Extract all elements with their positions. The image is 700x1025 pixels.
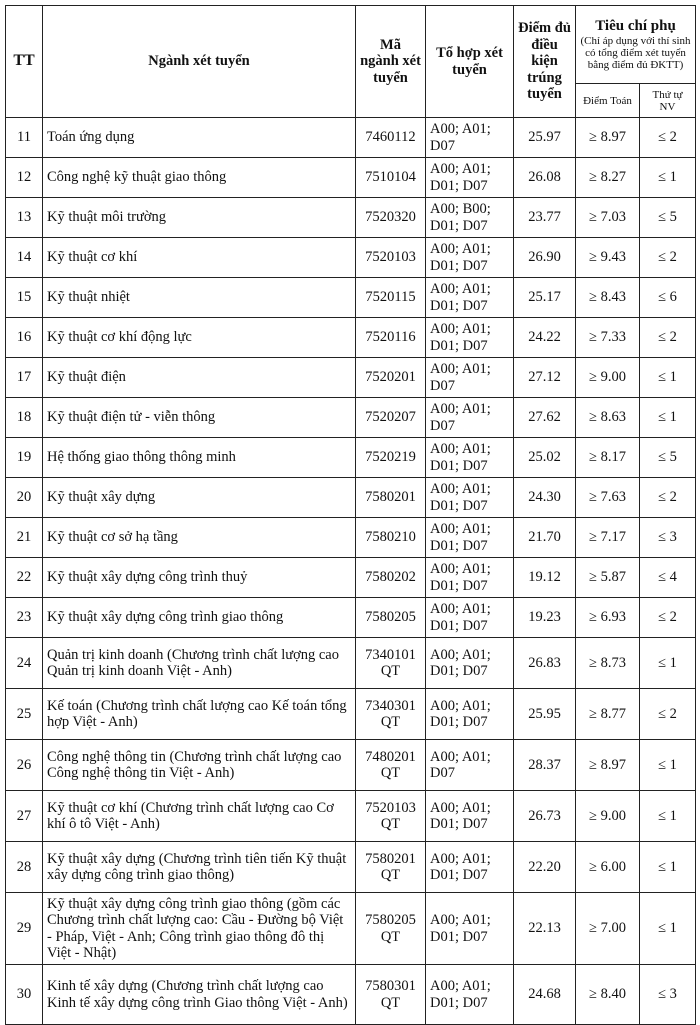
- cell-math: ≥ 7.33: [576, 318, 640, 358]
- table-row: [6, 558, 696, 598]
- cell-score: 24.30: [514, 478, 576, 518]
- cell-code: 7510104: [356, 158, 426, 198]
- cell-score: 27.62: [514, 398, 576, 438]
- table-row: [6, 278, 696, 318]
- cell-major: Kỹ thuật xây dựng công trình giao thông (gồm các Chương trình chất lượng cao: Cầu - Đường bộ Việt - Pháp, Việt - Anh; Công trình giao thông đô thị Việt - Nhật): [43, 893, 356, 965]
- criteria-title: Tiêu chí phụ: [595, 18, 676, 34]
- cell-score: 27.12: [514, 358, 576, 398]
- cell-score: 24.22: [514, 318, 576, 358]
- cell-math: ≥ 7.63: [576, 478, 640, 518]
- cell-score: 26.90: [514, 238, 576, 278]
- table-row: [6, 893, 696, 965]
- cell-math: ≥ 8.27: [576, 158, 640, 198]
- cell-tt: 13: [6, 198, 43, 238]
- cell-combo: A00; A01; D01; D07: [426, 965, 514, 1025]
- cell-code: 7520201: [356, 358, 426, 398]
- table-row: [6, 598, 696, 638]
- cell-code: 7520116: [356, 318, 426, 358]
- cell-combo: A00; A01; D01; D07: [426, 689, 514, 740]
- cell-score: 22.20: [514, 842, 576, 893]
- cell-math: ≥ 8.97: [576, 740, 640, 791]
- cell-major: Kế toán (Chương trình chất lượng cao Kế toán tổng hợp Việt - Anh): [43, 689, 356, 740]
- cell-nv: ≤ 5: [640, 438, 696, 478]
- cell-major: Kỹ thuật xây dựng (Chương trình tiên tiến Kỹ thuật xây dựng công trình giao thông): [43, 842, 356, 893]
- cell-major: Công nghệ kỹ thuật giao thông: [43, 158, 356, 198]
- cell-nv: ≤ 2: [640, 318, 696, 358]
- cell-math: ≥ 8.73: [576, 638, 640, 689]
- header-tt: TT: [6, 6, 43, 118]
- cell-score: 28.37: [514, 740, 576, 791]
- cell-combo: A00; A01; D01; D07: [426, 791, 514, 842]
- header-combo: Tổ hợp xét tuyển: [426, 6, 514, 118]
- cell-code: 7580205: [356, 598, 426, 638]
- cell-combo: A00; B00; D01; D07: [426, 198, 514, 238]
- cell-tt: 19: [6, 438, 43, 478]
- cell-math: ≥ 9.43: [576, 238, 640, 278]
- cell-math: ≥ 7.17: [576, 518, 640, 558]
- table-row: [6, 398, 696, 438]
- cell-major: Kỹ thuật cơ khí động lực: [43, 318, 356, 358]
- cell-tt: 30: [6, 965, 43, 1025]
- table-row: [6, 518, 696, 558]
- cell-score: 25.17: [514, 278, 576, 318]
- header-code: Mã ngành xét tuyển: [356, 6, 426, 118]
- cell-math: ≥ 8.43: [576, 278, 640, 318]
- cell-nv: ≤ 1: [640, 358, 696, 398]
- table-body: [6, 118, 696, 1025]
- cell-combo: A00; A01; D01; D07: [426, 158, 514, 198]
- cell-tt: 20: [6, 478, 43, 518]
- cell-major: Kỹ thuật nhiệt: [43, 278, 356, 318]
- cell-tt: 22: [6, 558, 43, 598]
- cell-code: 7340101 QT: [356, 638, 426, 689]
- cell-code: 7580301 QT: [356, 965, 426, 1025]
- header-criteria: [576, 6, 696, 84]
- cell-major: Công nghệ thông tin (Chương trình chất lượng cao Công nghệ thông tin Việt - Anh): [43, 740, 356, 791]
- cell-major: Kỹ thuật cơ khí (Chương trình chất lượng cao Cơ khí ô tô Việt - Anh): [43, 791, 356, 842]
- cell-tt: 28: [6, 842, 43, 893]
- cell-tt: 24: [6, 638, 43, 689]
- cell-code: 7520103 QT: [356, 791, 426, 842]
- cell-code: 7340301 QT: [356, 689, 426, 740]
- table-row: [6, 842, 696, 893]
- cell-tt: 27: [6, 791, 43, 842]
- cell-math: ≥ 9.00: [576, 791, 640, 842]
- cell-tt: 15: [6, 278, 43, 318]
- cell-major: Kỹ thuật xây dựng công trình thuỷ: [43, 558, 356, 598]
- cell-nv: ≤ 1: [640, 158, 696, 198]
- cell-combo: A00; A01; D07: [426, 118, 514, 158]
- cell-tt: 18: [6, 398, 43, 438]
- cell-code: 7580202: [356, 558, 426, 598]
- cell-score: 21.70: [514, 518, 576, 558]
- table-row: [6, 791, 696, 842]
- cell-major: Kỹ thuật môi trường: [43, 198, 356, 238]
- cell-combo: A00; A01; D01; D07: [426, 598, 514, 638]
- cell-code: 7520320: [356, 198, 426, 238]
- cell-combo: A00; A01; D01; D07: [426, 842, 514, 893]
- table-row: [6, 158, 696, 198]
- cell-score: 25.02: [514, 438, 576, 478]
- table-row: [6, 318, 696, 358]
- table-row: [6, 238, 696, 278]
- cell-tt: 17: [6, 358, 43, 398]
- cell-code: 7460112: [356, 118, 426, 158]
- cell-math: ≥ 8.17: [576, 438, 640, 478]
- cell-score: 23.77: [514, 198, 576, 238]
- cell-combo: A00; A01; D07: [426, 740, 514, 791]
- cell-combo: A00; A01; D01; D07: [426, 318, 514, 358]
- header-math: Điểm Toán: [576, 84, 640, 118]
- cell-nv: ≤ 2: [640, 598, 696, 638]
- cell-nv: ≤ 4: [640, 558, 696, 598]
- cell-code: 7580201 QT: [356, 842, 426, 893]
- cell-nv: ≤ 3: [640, 518, 696, 558]
- cell-code: 7520207: [356, 398, 426, 438]
- cell-nv: ≤ 1: [640, 842, 696, 893]
- cell-major: Kỹ thuật xây dựng công trình giao thông: [43, 598, 356, 638]
- cell-nv: ≤ 3: [640, 965, 696, 1025]
- cell-nv: ≤ 2: [640, 689, 696, 740]
- cell-nv: ≤ 2: [640, 238, 696, 278]
- header-score: Điểm đủ điều kiện trúng tuyển: [514, 6, 576, 118]
- cell-major: Kỹ thuật xây dựng: [43, 478, 356, 518]
- cell-combo: A00; A01; D01; D07: [426, 238, 514, 278]
- cell-math: ≥ 8.40: [576, 965, 640, 1025]
- table-row: [6, 358, 696, 398]
- cell-score: 26.73: [514, 791, 576, 842]
- cell-tt: 23: [6, 598, 43, 638]
- cell-math: ≥ 6.00: [576, 842, 640, 893]
- table-row: [6, 198, 696, 238]
- cell-math: ≥ 6.93: [576, 598, 640, 638]
- header-major: Ngành xét tuyển: [43, 6, 356, 118]
- cell-score: 26.08: [514, 158, 576, 198]
- cell-nv: ≤ 6: [640, 278, 696, 318]
- cell-score: 25.95: [514, 689, 576, 740]
- cell-major: Toán ứng dụng: [43, 118, 356, 158]
- cell-combo: A00; A01; D01; D07: [426, 518, 514, 558]
- cell-nv: ≤ 2: [640, 478, 696, 518]
- cell-score: 22.13: [514, 893, 576, 965]
- cell-nv: ≤ 1: [640, 740, 696, 791]
- cell-tt: 29: [6, 893, 43, 965]
- header-nv: Thứ tự NV: [640, 84, 696, 118]
- cell-major: Quản trị kinh doanh (Chương trình chất lượng cao Quản trị kinh doanh Việt - Anh): [43, 638, 356, 689]
- cell-nv: ≤ 2: [640, 118, 696, 158]
- table-row: [6, 689, 696, 740]
- cell-code: 7480201 QT: [356, 740, 426, 791]
- cell-math: ≥ 9.00: [576, 358, 640, 398]
- cell-nv: ≤ 1: [640, 791, 696, 842]
- cell-nv: ≤ 5: [640, 198, 696, 238]
- cell-score: 25.97: [514, 118, 576, 158]
- cell-combo: A00; A01; D01; D07: [426, 438, 514, 478]
- cell-math: ≥ 7.00: [576, 893, 640, 965]
- cell-major: Kỹ thuật cơ sở hạ tầng: [43, 518, 356, 558]
- cell-tt: 14: [6, 238, 43, 278]
- criteria-note: (Chỉ áp dụng với thí sinh có tổng điểm xét tuyển bằng điểm đủ ĐKTT): [580, 35, 691, 71]
- cell-score: 19.12: [514, 558, 576, 598]
- cell-score: 26.83: [514, 638, 576, 689]
- cell-code: 7520103: [356, 238, 426, 278]
- cell-tt: 26: [6, 740, 43, 791]
- cell-combo: A00; A01; D01; D07: [426, 478, 514, 518]
- cell-combo: A00; A01; D07: [426, 358, 514, 398]
- cell-tt: 11: [6, 118, 43, 158]
- cell-nv: ≤ 1: [640, 398, 696, 438]
- cell-code: 7520219: [356, 438, 426, 478]
- cell-math: ≥ 5.87: [576, 558, 640, 598]
- cell-nv: ≤ 1: [640, 638, 696, 689]
- cell-tt: 21: [6, 518, 43, 558]
- cell-combo: A00; A01; D01; D07: [426, 638, 514, 689]
- cell-major: Kỹ thuật cơ khí: [43, 238, 356, 278]
- cell-code: 7520115: [356, 278, 426, 318]
- cell-code: 7580201: [356, 478, 426, 518]
- cell-major: Hệ thống giao thông thông minh: [43, 438, 356, 478]
- cell-tt: 16: [6, 318, 43, 358]
- cell-major: Kinh tế xây dựng (Chương trình chất lượng cao Kinh tế xây dựng công trình Giao thông Việt - Anh): [43, 965, 356, 1025]
- table-row: [6, 740, 696, 791]
- header-row: [6, 6, 696, 84]
- cell-math: ≥ 8.63: [576, 398, 640, 438]
- cell-score: 19.23: [514, 598, 576, 638]
- cell-major: Kỹ thuật điện tử - viễn thông: [43, 398, 356, 438]
- cell-combo: A00; A01; D01; D07: [426, 558, 514, 598]
- cell-math: ≥ 8.77: [576, 689, 640, 740]
- cell-tt: 12: [6, 158, 43, 198]
- cell-combo: A00; A01; D01; D07: [426, 278, 514, 318]
- admission-score-table: [5, 5, 696, 1025]
- cell-nv: ≤ 1: [640, 893, 696, 965]
- cell-tt: 25: [6, 689, 43, 740]
- table-row: [6, 965, 696, 1025]
- table-row: [6, 438, 696, 478]
- cell-major: Kỹ thuật điện: [43, 358, 356, 398]
- table-row: [6, 118, 696, 158]
- cell-combo: A00; A01; D07: [426, 398, 514, 438]
- table-row: [6, 478, 696, 518]
- cell-code: 7580210: [356, 518, 426, 558]
- table-row: [6, 638, 696, 689]
- cell-score: 24.68: [514, 965, 576, 1025]
- cell-math: ≥ 7.03: [576, 198, 640, 238]
- cell-math: ≥ 8.97: [576, 118, 640, 158]
- cell-combo: A00; A01; D01; D07: [426, 893, 514, 965]
- cell-code: 7580205 QT: [356, 893, 426, 965]
